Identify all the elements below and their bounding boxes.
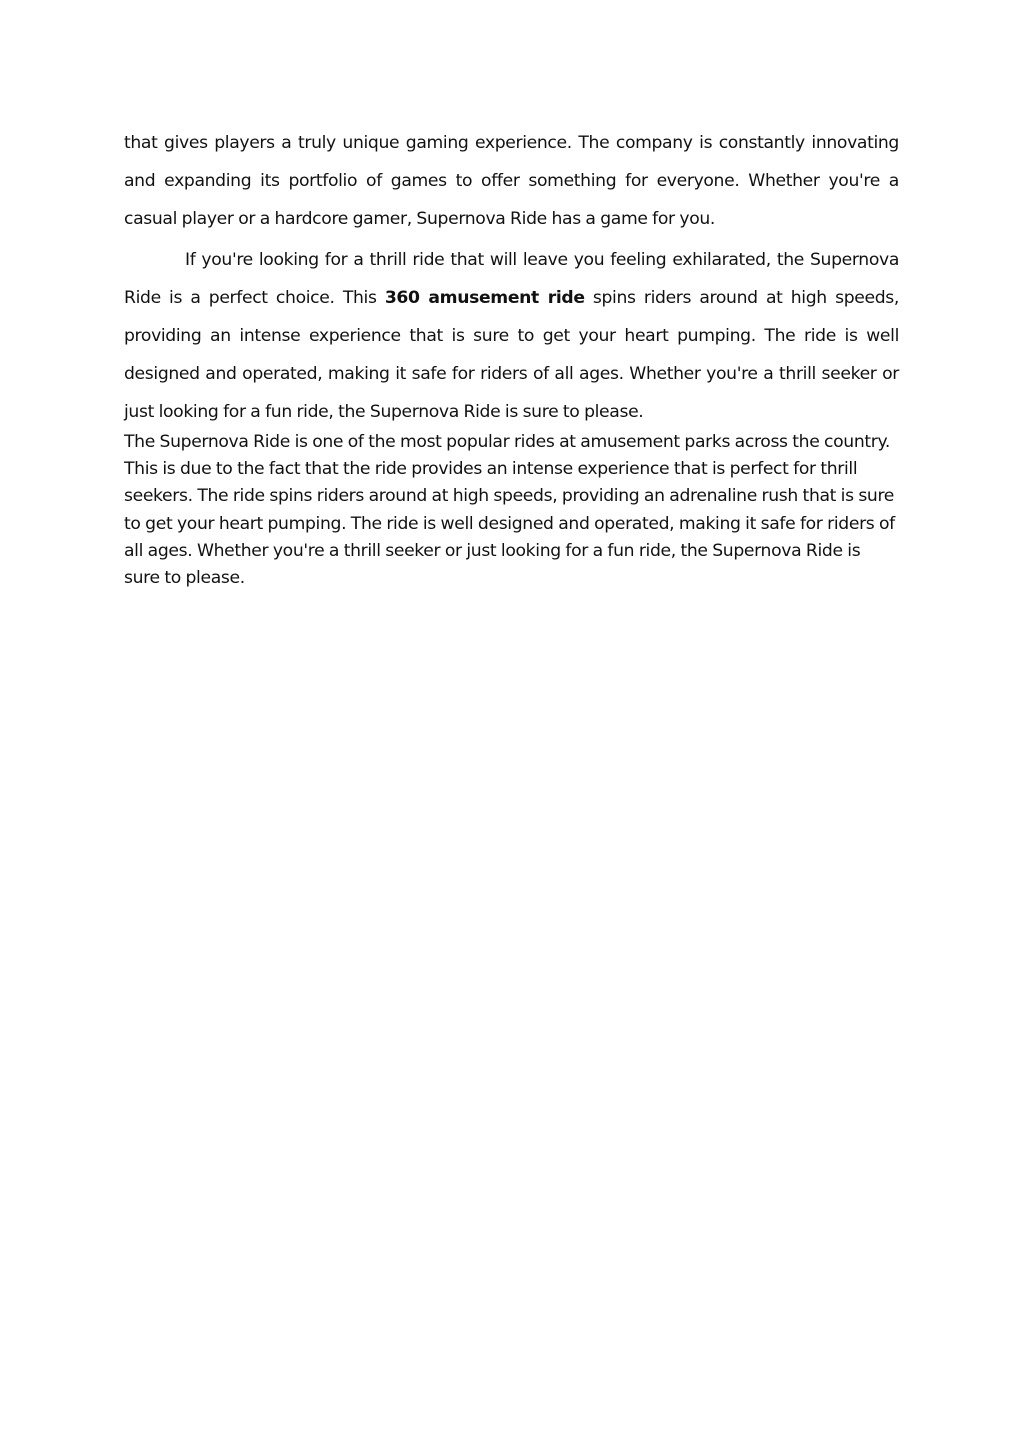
paragraph-text-after-bold: spins riders around at high speeds, providing an intense experience that is sure to get your heart pumping. The ride is well designed and operated, making it safe for riders of all ages. Whether you're a thrill seeker or just looking for a fun ride, the Supernova Ride is sure to please. (124, 288, 899, 422)
paragraph-continuation: that gives players a truly unique gaming experience. The company is constantly innovating and expanding its portfolio of games to offer something for everyone. Whether you're a casual player or a hardcore gamer, Supernova Ride has a game for you. (124, 133, 899, 229)
paragraph-thrill-ride (124, 241, 899, 431)
paragraph-text-before-bold: If you're looking for a thrill ride that will leave you feeling exhilarated, the Supernova Ride is a perfect choice. This (124, 250, 899, 308)
bold-keyword: 360 amusement ride (384, 288, 585, 308)
paragraph-popular-rides: The Supernova Ride is one of the most popular rides at amusement parks across the country. This is due to the fact that the ride provides an intense experience that is perfect for thrill seekers. The ride spins riders around at high speeds, providing an adrenaline rush that is sure to get your heart pumping. The ride is well designed and operated, making it safe for riders of all ages. Whether you're a thrill seeker or just looking for a fun ride, the Supernova Ride is sure to please. (124, 432, 895, 589)
